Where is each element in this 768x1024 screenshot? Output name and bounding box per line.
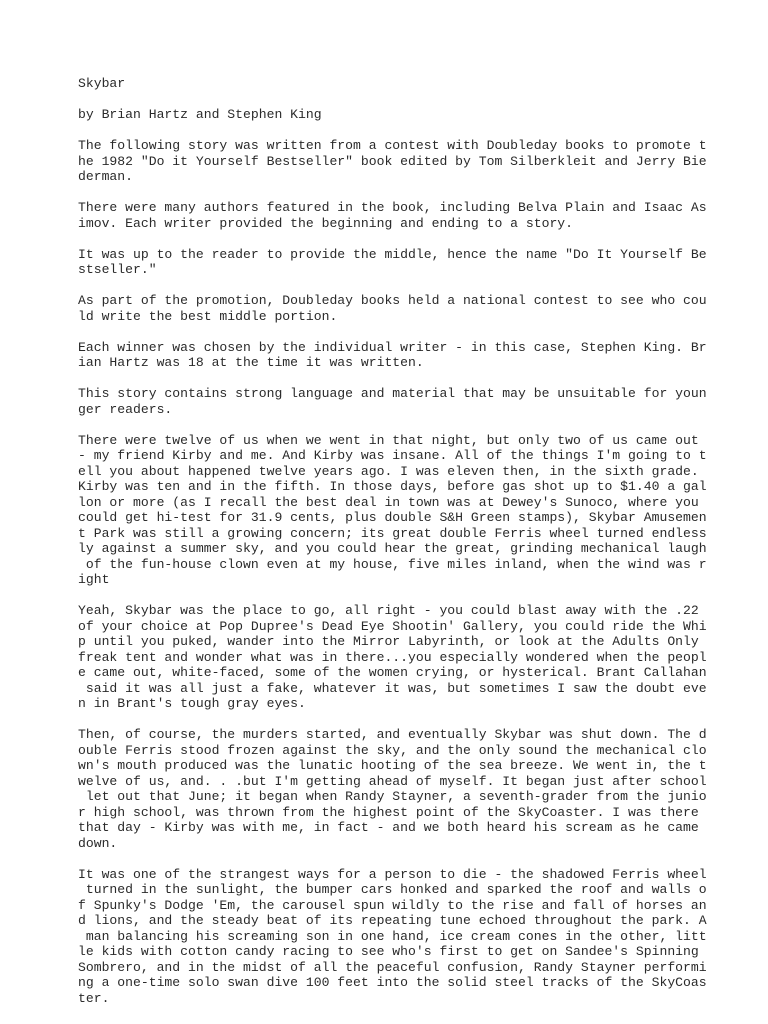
text-line: ly against a summer sky, and you could hear the great, grinding mechanical laugh bbox=[78, 541, 707, 556]
text-line: by Brian Hartz and Stephen King bbox=[78, 107, 322, 122]
text-line: of the fun-house clown even at my house, five miles inland, when the wind was r bbox=[78, 556, 707, 572]
document-page bbox=[78, 76, 758, 1022]
paragraph bbox=[78, 386, 758, 417]
text-line: ld write the best middle portion. bbox=[78, 308, 338, 324]
text-line: le kids with cotton candy racing to see who's first to get on Sandee's Spinning bbox=[78, 944, 699, 959]
text-line: down. bbox=[78, 835, 118, 851]
text-line: The following story was written from a contest with Doubleday books to promote t bbox=[78, 138, 707, 153]
text-line: ight bbox=[78, 572, 110, 587]
text-line: Each winner was chosen by the individual writer - in this case, Stephen King. Br bbox=[78, 339, 707, 355]
text-line: Kirby was ten and in the fifth. In those days, before gas shot up to $1.40 a gal bbox=[78, 479, 707, 494]
text-line: ian Hartz was 18 at the time it was written. bbox=[78, 355, 424, 370]
text-line: could get hi-test for 31.9 cents, plus double S&H Green stamps), Skybar Amusemen bbox=[78, 510, 707, 525]
text-line: This story contains strong language and material that may be unsuitable for youn bbox=[78, 386, 707, 401]
text-line: ter. bbox=[78, 990, 110, 1006]
text-line: Skybar bbox=[78, 76, 126, 91]
text-line: ell you about happened twelve years ago. I was eleven then, in the sixth grade. bbox=[78, 463, 699, 479]
text-line: As part of the promotion, Doubleday books held a national contest to see who cou bbox=[78, 293, 707, 308]
paragraph bbox=[78, 200, 758, 231]
text-line: of your choice at Pop Dupree's Dead Eye Shootin' Gallery, you could ride the Whi bbox=[78, 618, 707, 634]
text-line: wn's mouth produced was the lunatic hooting of the sea breeze. We went in, the t bbox=[78, 758, 707, 773]
paragraph bbox=[78, 293, 758, 324]
text-line: derman. bbox=[78, 169, 134, 184]
text-line: ger readers. bbox=[78, 401, 173, 417]
byline bbox=[78, 107, 758, 123]
text-line: It was one of the strangest ways for a person to die - the shadowed Ferris wheel bbox=[78, 866, 707, 882]
paragraph bbox=[78, 867, 758, 1007]
text-line: - my friend Kirby and me. And Kirby was insane. All of the things I'm going to t bbox=[78, 448, 707, 463]
paragraph bbox=[78, 433, 758, 588]
text-line: f Spunky's Dodge 'Em, the carousel spun wildly to the rise and fall of horses an bbox=[78, 897, 707, 913]
paragraph bbox=[78, 603, 758, 712]
text-line: welve of us, and. . .but I'm getting ahead of myself. It began just after school bbox=[78, 773, 707, 789]
text-line: There were many authors featured in the book, including Belva Plain and Isaac As bbox=[78, 200, 707, 215]
document-title bbox=[78, 76, 758, 92]
paragraph bbox=[78, 340, 758, 371]
text-line: stseller." bbox=[78, 262, 157, 277]
paragraph bbox=[78, 247, 758, 278]
paragraph bbox=[78, 727, 758, 851]
paragraph bbox=[78, 138, 758, 185]
text-line: ouble Ferris stood frozen against the sky, and the only sound the mechanical clo bbox=[78, 742, 707, 758]
text-line: Yeah, Skybar was the place to go, all right - you could blast away with the .22 bbox=[78, 603, 699, 618]
text-line: It was up to the reader to provide the middle, hence the name "Do It Yourself Be bbox=[78, 246, 707, 262]
text-line: turned in the sunlight, the bumper cars honked and sparked the roof and walls o bbox=[78, 882, 707, 897]
text-line: d lions, and the steady beat of its repeating tune echoed throughout the park. A bbox=[78, 913, 707, 928]
text-line: let out that June; it began when Randy Stayner, a seventh-grader from the junio bbox=[78, 789, 707, 804]
text-line: There were twelve of us when we went in that night, but only two of us came out bbox=[78, 432, 699, 448]
text-line: that day - Kirby was with me, in fact - and we both heard his scream as he came bbox=[78, 820, 699, 835]
text-line: n in Brant's tough gray eyes. bbox=[78, 696, 306, 711]
text-line: Sombrero, and in the midst of all the peaceful confusion, Randy Stayner performi bbox=[78, 959, 707, 975]
text-line: man balancing his screaming son in one hand, ice cream cones in the other, litt bbox=[78, 928, 707, 944]
text-line: p until you puked, wander into the Mirror Labyrinth, or look at the Adults Only bbox=[78, 634, 699, 649]
text-line: e came out, white-faced, some of the women crying, or hysterical. Brant Callahan bbox=[78, 665, 707, 680]
text-line: freak tent and wonder what was in there...you especially wondered when the peopl bbox=[78, 649, 707, 665]
text-line: imov. Each writer provided the beginning and ending to a story. bbox=[78, 215, 574, 231]
text-line: r high school, was thrown from the highest point of the SkyCoaster. I was there bbox=[78, 804, 699, 820]
text-line: lon or more (as I recall the best deal in town was at Dewey's Sunoco, where you bbox=[78, 494, 699, 510]
text-line: he 1982 "Do it Yourself Bestseller" book edited by Tom Silberkleit and Jerry Bie bbox=[78, 153, 707, 169]
text-line: said it was all just a fake, whatever it was, but sometimes I saw the doubt eve bbox=[78, 680, 707, 696]
text-line: Then, of course, the murders started, and eventually Skybar was shut down. The d bbox=[78, 727, 707, 742]
text-line: ng a one-time solo swan dive 100 feet into the solid steel tracks of the SkyCoas bbox=[78, 975, 707, 990]
text-line: t Park was still a growing concern; its great double Ferris wheel turned endless bbox=[78, 525, 707, 541]
